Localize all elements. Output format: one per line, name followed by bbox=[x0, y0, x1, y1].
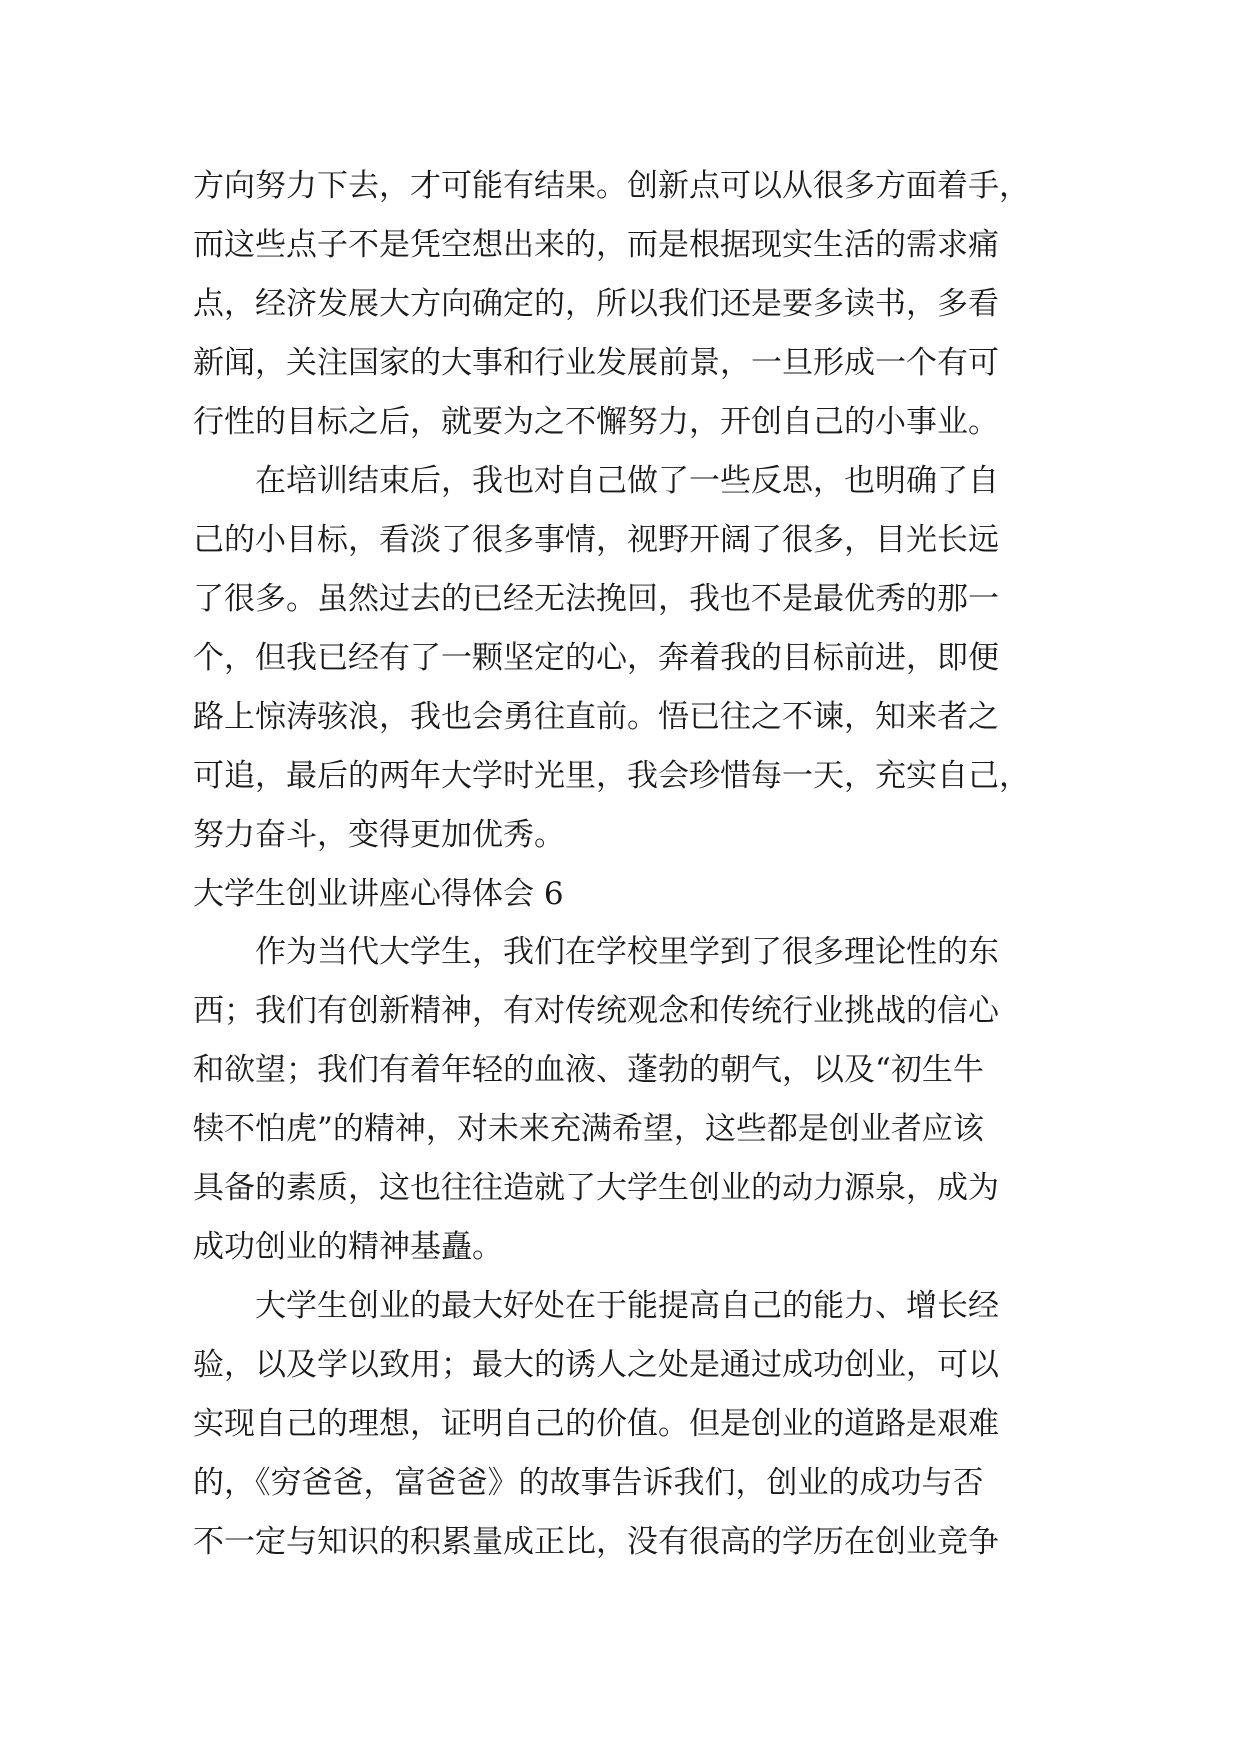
text-line: 而这些点子不是凭空想出来的，而是根据现实生活的需求痛 bbox=[193, 227, 999, 263]
text-line: 努力奋斗，变得更加优秀。 bbox=[193, 817, 565, 853]
text-line: 实现自己的理想，证明自己的价值。但是创业的道路是艰难 bbox=[193, 1406, 999, 1442]
text-line: 大学生创业的最大好处在于能提高自己的能力、增长经 bbox=[255, 1288, 999, 1324]
text-line: 的，《穷爸爸，富爸爸》的故事告诉我们，创业的成功与否 bbox=[193, 1465, 984, 1501]
text-line: 和欲望；我们有着年轻的血液、蓬勃的朝气，以及“初生牛 bbox=[193, 1052, 984, 1088]
text-line: 犊不怕虎”的精神，对未来充满希望，这些都是创业者应该 bbox=[193, 1111, 984, 1147]
text-line: 点，经济发展大方向确定的，所以我们还是要多读书，多看 bbox=[193, 286, 999, 322]
text-line: 不一定与知识的积累量成正比，没有很高的学历在创业竞争 bbox=[193, 1524, 999, 1560]
text-line: 验，以及学以致用；最大的诱人之处是通过成功创业，可以 bbox=[193, 1347, 999, 1383]
text-line: 行性的目标之后，就要为之不懈努力，开创自己的小事业。 bbox=[193, 404, 999, 440]
text-line: 在培训结束后，我也对自己做了一些反思，也明确了自 bbox=[255, 463, 999, 499]
text-line: 个，但我已经有了一颗坚定的心，奔着我的目标前进，即便 bbox=[193, 640, 999, 676]
text-line: 可追，最后的两年大学时光里，我会珍惜每一天，充实自己， bbox=[193, 758, 1030, 794]
document-body bbox=[193, 157, 1053, 1572]
text-line: 方向努力下去，才可能有结果。创新点可以从很多方面着手， bbox=[193, 168, 1030, 204]
text-line: 了很多。虽然过去的已经无法挽回，我也不是最优秀的那一 bbox=[193, 581, 999, 617]
text-line: 成功创业的精神基矗。 bbox=[193, 1229, 503, 1265]
text-line: 路上惊涛骇浪，我也会勇往直前。悟已往之不谏，知来者之 bbox=[193, 699, 999, 735]
text-line: 具备的素质，这也往往造就了大学生创业的动力源泉，成为 bbox=[193, 1170, 999, 1206]
text-line: 己的小目标，看淡了很多事情，视野开阔了很多，目光长远 bbox=[193, 522, 999, 558]
text-line: 西；我们有创新精神，有对传统观念和传统行业挑战的信心 bbox=[193, 993, 999, 1029]
text-line: 作为当代大学生，我们在学校里学到了很多理论性的东 bbox=[255, 934, 999, 970]
text-line: 新闻，关注国家的大事和行业发展前景，一旦形成一个有可 bbox=[193, 345, 999, 381]
section-heading: 大学生创业讲座心得体会 6 bbox=[193, 876, 564, 912]
